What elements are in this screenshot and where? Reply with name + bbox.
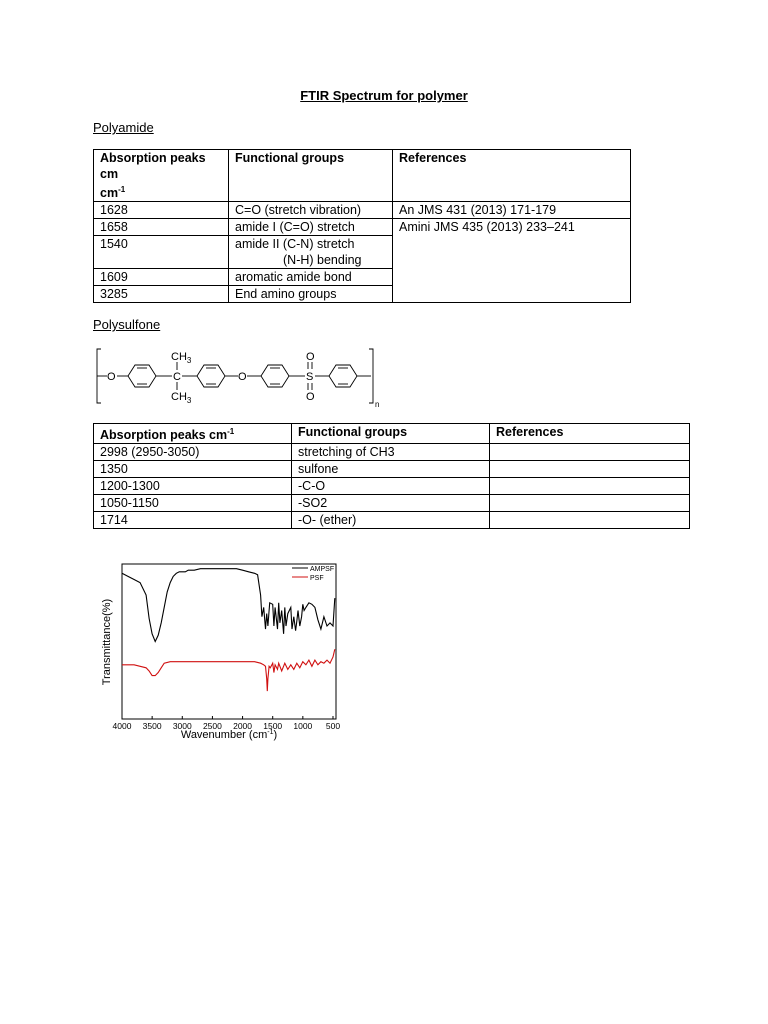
polyamide-table <box>93 149 631 303</box>
sulfonyl-oxygen-top: O <box>306 351 315 363</box>
cell-peak: 1050-1150 <box>94 495 292 512</box>
table-row <box>94 202 631 219</box>
cell-peak: 1658 <box>94 219 229 236</box>
table-header-row <box>94 424 690 444</box>
repeat-subscript: n <box>375 400 380 409</box>
ether-oxygen: O <box>238 371 247 383</box>
x-tick-label: 1500 <box>263 721 283 731</box>
polysulfone-heading: Polysulfone <box>93 317 161 332</box>
cell-group: -SO2 <box>292 495 490 512</box>
header-unit: $cm^{-1}$ <box>100 185 126 201</box>
cell-ref <box>490 512 690 529</box>
x-tick-label: 4000 <box>112 721 132 731</box>
cell-peak: 1200-1300 <box>94 478 292 495</box>
ether-oxygen: O <box>107 371 116 383</box>
x-tick-label: 2500 <box>202 721 222 731</box>
polyamide-heading: Polyamide <box>93 120 154 135</box>
table-header-row <box>94 150 631 202</box>
header-groups: Functional groups <box>292 424 490 444</box>
y-axis-label: Transmittance(%) <box>101 598 113 686</box>
cell-group: sulfone <box>292 461 490 478</box>
cell-ref: An JMS 431 (2013) 171-179 <box>393 202 631 219</box>
table-row <box>94 444 690 461</box>
table-row <box>94 495 690 512</box>
cell-group: stretching of CH3 <box>292 444 490 461</box>
cell-group: C=O (stretch vibration) <box>229 202 393 219</box>
cell-group: aromatic amide bond <box>229 269 393 286</box>
header-references: References <box>490 424 690 444</box>
quaternary-carbon: C <box>173 371 181 383</box>
legend-label-psf: PSF <box>310 575 324 582</box>
cell-peak: 1540 <box>94 236 229 269</box>
table-row <box>94 219 631 236</box>
polysulfone-structure <box>93 345 393 409</box>
cell-peak: 1609 <box>94 269 229 286</box>
cell-peak: 3285 <box>94 286 229 303</box>
x-tick-label: 3000 <box>172 721 192 731</box>
polysulfone-table <box>93 423 690 529</box>
sulfonyl-oxygen-bottom: O <box>306 391 315 403</box>
cell-peak: 1350 <box>94 461 292 478</box>
header-peaks: Absorption peaks $cm^{-1}$ <box>94 424 292 444</box>
cell-group: amide I (C=O) stretch <box>229 219 393 236</box>
cell-ref <box>490 478 690 495</box>
legend-label-ampsf: AMPSF <box>310 566 335 573</box>
cell-group: End amino groups <box>229 286 393 303</box>
cell-ref <box>490 461 690 478</box>
methyl-bottom: $CH_3$ <box>171 391 192 405</box>
cell-peak: 1714 <box>94 512 292 529</box>
x-tick-label: 3500 <box>142 721 162 731</box>
table-row <box>94 512 690 529</box>
sulfur-atom: S <box>306 371 314 383</box>
x-tick-label: 500 <box>325 721 341 731</box>
cell-peak: 2998 (2950-3050) <box>94 444 292 461</box>
cell-group: -C-O <box>292 478 490 495</box>
x-axis-label: Wavenumber $(cm^{-1})$ <box>180 729 278 741</box>
header-groups: Functional groups <box>229 150 393 202</box>
header-peaks: Absorption peaks cm $cm^{-1}$ <box>94 150 229 202</box>
table-row <box>94 461 690 478</box>
cell-ref <box>490 495 690 512</box>
cell-group: amide II (C-N) stretch (N-H) bending <box>229 236 393 269</box>
header-references: References <box>393 150 631 202</box>
table-row <box>94 478 690 495</box>
x-tick-label: 2000 <box>233 721 253 731</box>
cell-peak: 1628 <box>94 202 229 219</box>
ftir-chart <box>96 556 346 742</box>
cell-group: -O- (ether) <box>292 512 490 529</box>
methyl-top: $CH_3$ <box>171 351 192 365</box>
cell-ref: Amini JMS 435 (2013) 233–241 <box>393 219 631 303</box>
cell-ref <box>490 444 690 461</box>
x-tick-label: 1000 <box>293 721 313 731</box>
page-title: FTIR Spectrum for polymer <box>300 88 468 103</box>
plot-frame <box>122 564 336 719</box>
